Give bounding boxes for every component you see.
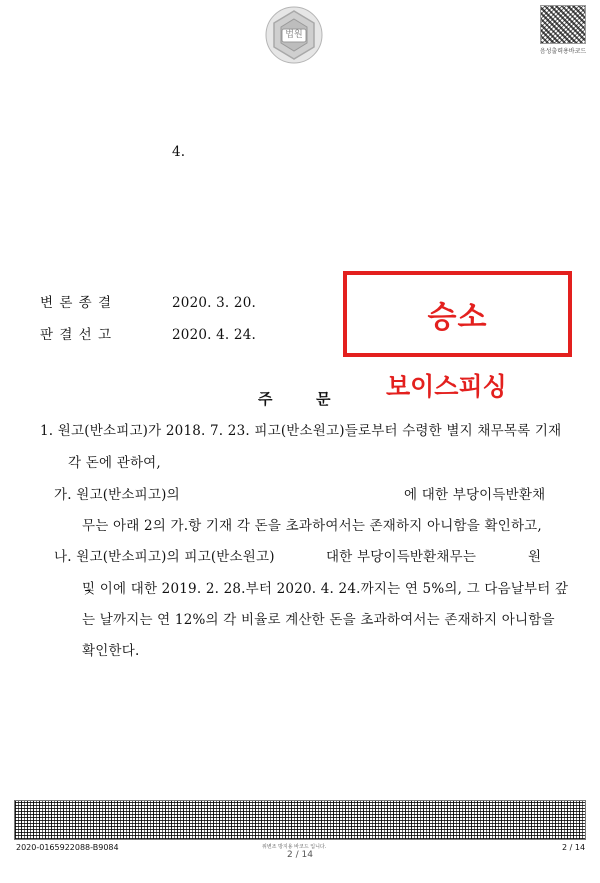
order-line-4: 무는 아래 2의 가.항 기재 각 돈을 초과하여서는 존재하지 아니함을 확인하고, xyxy=(82,518,542,534)
document-id: 2020-0165922088-B9084 xyxy=(16,843,119,852)
anti-forgery-barcode xyxy=(14,800,586,840)
qr-code xyxy=(540,5,586,44)
barcode-note: 위변조 방지용 바코드 입니다. xyxy=(262,844,327,850)
order-line-7: 는 날까지는 연 12%의 각 비율로 계산한 돈을 초과하여서는 존재하지 아니함을 xyxy=(82,612,555,628)
order-heading-left: 주 xyxy=(258,390,273,408)
order-line-8: 확인한다. xyxy=(82,643,140,659)
order-heading-right: 문 xyxy=(316,390,331,408)
emblem-text: 법원 xyxy=(285,30,303,40)
ruling-date-label: 판 결 선 고 xyxy=(40,327,113,343)
order-line-5a: 나. 원고(반소피고)의 피고(반소원고) xyxy=(54,549,275,565)
order-line-6: 및 이에 대한 2019. 2. 28.부터 2020. 4. 24.까지는 연 5%의, 그 다음날부터 갚 xyxy=(82,581,569,597)
order-line-3a: 가. 원고(반소피고)의 xyxy=(54,487,180,503)
page-number-center: 2 / 14 xyxy=(287,850,313,860)
result-stamp-text: 승소 xyxy=(427,300,488,335)
closing-date-value: 2020. 3. 20. xyxy=(172,295,256,311)
order-line-2: 각 돈에 관하여, xyxy=(68,455,161,471)
order-line-1: 1. 원고(반소피고)가 2018. 7. 23. 피고(반소원고)들로부터 수령한 별지 채무목록 기재 xyxy=(40,423,562,439)
order-line-5c: 원 xyxy=(528,549,542,565)
ruling-date-value: 2020. 4. 24. xyxy=(172,327,256,343)
page-number-right: 2 / 14 xyxy=(562,843,586,852)
order-line-5b: 대한 부당이득반환채무는 xyxy=(326,549,477,565)
item-number: 4. xyxy=(172,144,186,160)
order-line-3b: 에 대한 부당이득반환채 xyxy=(404,487,546,503)
qr-caption: 음성출력용바코드 xyxy=(539,48,587,55)
closing-date-label: 변 론 종 결 xyxy=(40,295,113,311)
category-stamp-text: 보이스피싱 xyxy=(386,372,507,401)
court-emblem xyxy=(262,5,326,65)
